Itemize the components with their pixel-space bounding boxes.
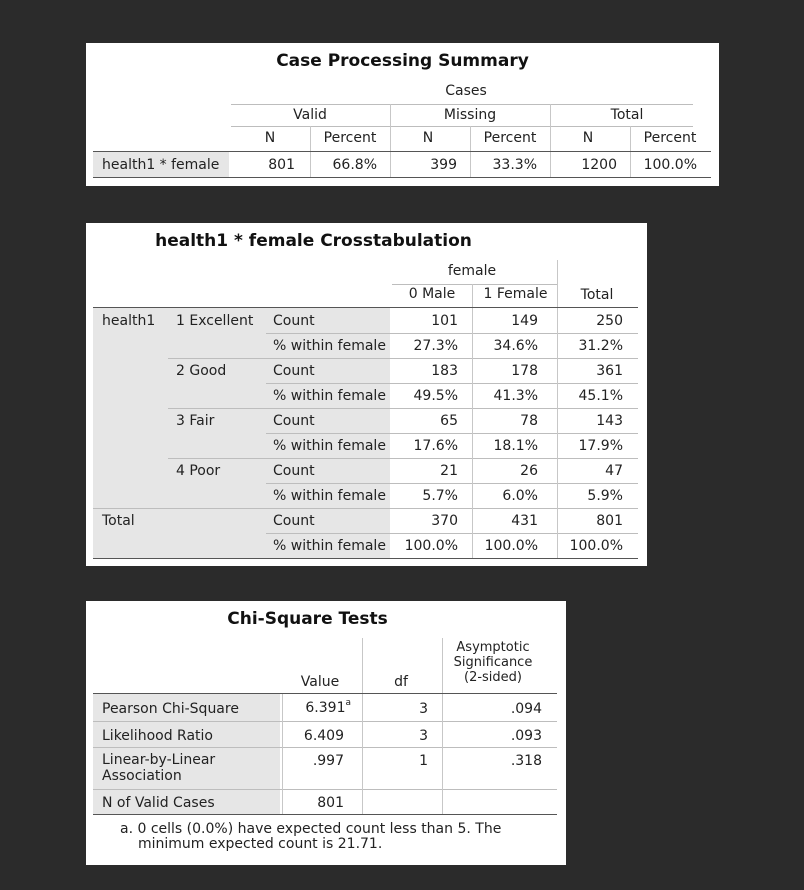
category-3-label: 3 Fair	[176, 413, 215, 429]
category-4-pct-col1: 6.0%	[502, 488, 538, 504]
valid-cases-label: N of Valid Cases	[102, 795, 215, 811]
missing-percent-header: Percent	[483, 130, 537, 146]
female-group-header: female	[447, 263, 497, 279]
linear-label-line2: Association	[102, 768, 182, 784]
total-percent-value: 100.0%	[643, 157, 697, 173]
category-1-count-col0: 101	[431, 313, 458, 329]
col-header-male: 0 Male	[408, 286, 456, 302]
valid-percent-header: Percent	[323, 130, 377, 146]
group-separator	[168, 358, 638, 359]
linear-label-line1: Linear-by-Linear	[102, 752, 216, 768]
total-percent-header: Percent	[643, 130, 697, 146]
likelihood-value: 6.409	[303, 728, 344, 744]
pearson-label: Pearson Chi-Square	[102, 701, 239, 717]
category-3-count-col1: 78	[520, 413, 538, 429]
total-pct-col2: 100.0%	[569, 538, 623, 554]
col-header-total: Total	[580, 287, 614, 303]
category-2-count-col1: 178	[511, 363, 538, 379]
case-summary-title: Case Processing Summary	[276, 51, 529, 71]
category-4-pct-col2: 5.9%	[587, 488, 623, 504]
pearson-df: 3	[419, 701, 428, 717]
footnote-line1: a. 0 cells (0.0%) have expected count less than 5. The	[120, 821, 502, 837]
linear-sig: .318	[510, 753, 542, 769]
category-2-pct-col0: 49.5%	[413, 388, 458, 404]
footnote-line2: minimum expected count is 21.71.	[138, 836, 383, 852]
category-4-label: 4 Poor	[176, 463, 221, 479]
stat-separator	[266, 383, 638, 384]
category-1-count-label: Count	[273, 313, 315, 329]
stat-separator	[266, 333, 638, 334]
linear-value: .997	[312, 753, 344, 769]
total-pct-col1: 100.0%	[484, 538, 538, 554]
total-n-header: N	[582, 130, 594, 146]
cases-header: Cases	[445, 83, 487, 99]
category-4-pct-col0: 5.7%	[422, 488, 458, 504]
total-pct-label: % within female	[273, 538, 386, 554]
pearson-value: 6.391$^a$	[305, 698, 351, 716]
category-2-pct-label: % within female	[273, 388, 386, 404]
valid-n-value: 801	[268, 157, 295, 173]
total-count-col2: 801	[596, 513, 623, 529]
pearson-footnote-marker: a	[345, 698, 351, 709]
col-header-female: 1 Female	[483, 286, 548, 302]
column-divider	[557, 308, 558, 558]
case-row-label: health1 * female	[102, 157, 220, 173]
category-1-pct-col0: 27.3%	[413, 338, 458, 354]
linear-df: 1	[419, 753, 428, 769]
missing-percent-value: 33.3%	[492, 157, 537, 173]
stat-separator	[266, 433, 638, 434]
valid-cases-value: 801	[317, 795, 344, 811]
missing-n-header: N	[422, 130, 434, 146]
missing-header: Missing	[443, 107, 497, 123]
row-var-label: health1	[102, 313, 156, 329]
df-header: df	[394, 674, 408, 690]
category-4-count-col1: 26	[520, 463, 538, 479]
case-processing-summary-panel	[86, 43, 719, 186]
pearson-sig: .094	[510, 701, 542, 717]
likelihood-sig: .093	[510, 728, 542, 744]
valid-n-header: N	[264, 130, 276, 146]
category-1-pct-label: % within female	[273, 338, 386, 354]
category-3-pct-col0: 17.6%	[413, 438, 458, 454]
sig-header-line3: (2-sided)	[464, 670, 522, 685]
total-pct-col0: 100.0%	[404, 538, 458, 554]
category-2-count-label: Count	[273, 363, 315, 379]
category-4-count-col2: 47	[605, 463, 623, 479]
category-1-pct-col1: 34.6%	[493, 338, 538, 354]
crosstab-panel	[86, 223, 647, 566]
category-2-count-col2: 361	[596, 363, 623, 379]
stat-separator	[266, 483, 638, 484]
stat-separator	[266, 533, 638, 534]
category-1-pct-col2: 31.2%	[578, 338, 623, 354]
category-2-pct-col1: 41.3%	[493, 388, 538, 404]
category-3-count-col0: 65	[440, 413, 458, 429]
category-1-label: 1 Excellent	[176, 313, 254, 329]
group-separator	[168, 408, 638, 409]
category-4-count-col0: 21	[440, 463, 458, 479]
category-2-count-col0: 183	[431, 363, 458, 379]
sig-header-line2: Significance	[453, 655, 533, 670]
category-3-count-label: Count	[273, 413, 315, 429]
sig-header-line1: Asymptotic	[456, 640, 530, 655]
likelihood-label: Likelihood Ratio	[102, 728, 213, 744]
total-count-col1: 431	[511, 513, 538, 529]
group-separator	[168, 458, 638, 459]
crosstab-title: health1 * female Crosstabulation	[155, 231, 472, 251]
total-label: Total	[102, 513, 135, 529]
chi-square-title: Chi-Square Tests	[227, 609, 388, 629]
category-1-count-col2: 250	[596, 313, 623, 329]
category-3-pct-col2: 17.9%	[578, 438, 623, 454]
chi-square-panel	[86, 601, 566, 865]
category-1-count-col1: 149	[511, 313, 538, 329]
likelihood-df: 3	[419, 728, 428, 744]
category-2-label: 2 Good	[176, 363, 227, 379]
category-3-pct-col1: 18.1%	[493, 438, 538, 454]
category-4-pct-label: % within female	[273, 488, 386, 504]
value-header: Value	[300, 674, 340, 690]
total-header: Total	[610, 107, 644, 123]
category-3-pct-label: % within female	[273, 438, 386, 454]
missing-n-value: 399	[430, 157, 457, 173]
category-3-count-col2: 143	[596, 413, 623, 429]
total-n-value: 1200	[581, 157, 617, 173]
category-2-pct-col2: 45.1%	[578, 388, 623, 404]
column-divider	[472, 308, 473, 558]
total-count-label: Count	[273, 513, 315, 529]
category-4-count-label: Count	[273, 463, 315, 479]
valid-percent-value: 66.8%	[332, 157, 377, 173]
valid-header: Valid	[293, 107, 327, 123]
total-count-col0: 370	[431, 513, 458, 529]
